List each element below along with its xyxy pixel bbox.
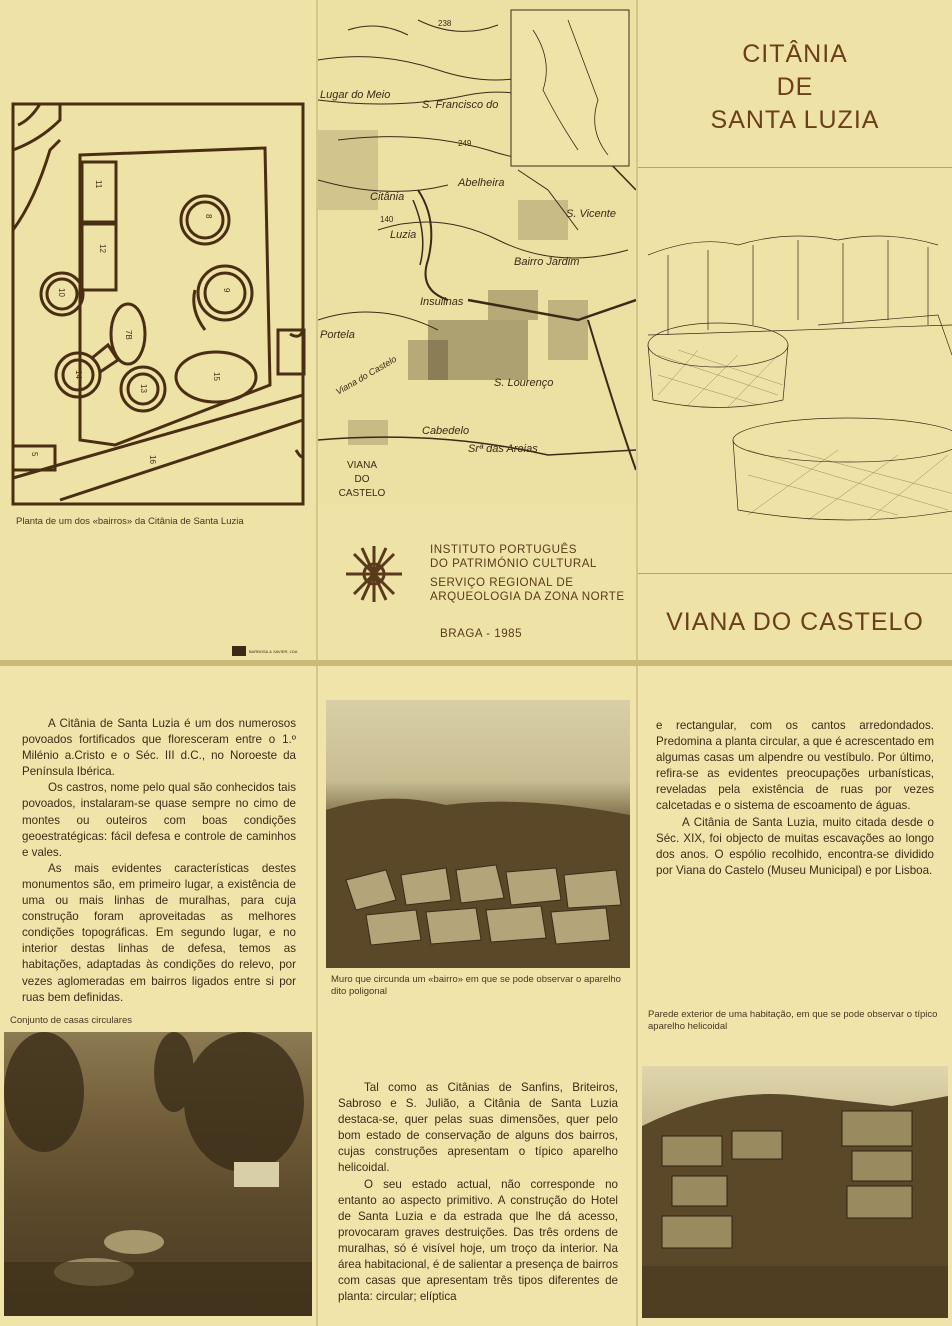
printer-logo-text: BARBOSA & XAVIER, LDA xyxy=(249,648,298,654)
cover-bottom-title: VIANA DO CASTELO xyxy=(666,608,924,636)
paragraph: e rectangular, com os cantos arredondados. Predomina a planta circular, a que é acrescentado em algumas casas um alpendre ou vestíbulo. Por último, refira-se as evidentes preocupações urbanísticas, reveladas pela existência de ruas por vezes calcetadas e o sistema de escoamento de águas. xyxy=(656,719,934,813)
map-place: Abelheira xyxy=(458,177,505,189)
institution-line: SERVIÇO REGIONAL DE xyxy=(430,576,574,589)
map-elevation: 238 xyxy=(438,19,452,28)
map-place: Viana do Castelo xyxy=(334,353,399,397)
map-city-label: DO xyxy=(354,474,370,485)
map-place: S. Francisco do xyxy=(422,99,499,111)
institution-logo xyxy=(344,544,404,604)
map-city-label: CASTELO xyxy=(338,488,386,499)
cover-divider xyxy=(638,167,952,168)
photo-caption: Conjunto de casas circulares xyxy=(10,1015,132,1026)
plan-label: 5 xyxy=(30,452,39,457)
printer-logo-icon xyxy=(232,646,246,656)
cover-title-line: SANTA LUZIA xyxy=(710,106,880,134)
brochure-outer-side xyxy=(0,0,952,660)
ruins-illustration xyxy=(638,215,952,535)
paragraph: O seu estado actual, não corresponde no entanto ao aspecto primitivo. A construção do Hotel de Santa Luzia e da estrada que lhe dá acesso, provocaram graves destruições. Das três ordens de muralhas, só é visível hoje, um troço da interior. Na área habitacional, é de salientar a presença de bairros com casas que apresentam três tipos diferentes de planta: circular; elíptica xyxy=(338,1177,618,1304)
cover-divider xyxy=(638,573,952,574)
institution-line: INSTITUTO PORTUGUÊS xyxy=(430,543,577,556)
site-plan-caption: Planta de um dos «bairros» da Citânia de Santa Luzia xyxy=(16,516,244,527)
institution-line: DO PATRIMÓNIO CULTURAL xyxy=(430,556,597,570)
map-elevation: 140 xyxy=(380,215,394,224)
map-place: Insulinas xyxy=(420,296,464,308)
photo-circular-houses xyxy=(4,1032,312,1316)
cover-title-line: CITÂNIA xyxy=(742,40,848,68)
cover-panel xyxy=(638,0,952,660)
printer-logo xyxy=(232,646,309,656)
photo-caption: Parede exterior de uma habitação, em que se pode observar o típico aparelho helicoidal xyxy=(648,1009,938,1032)
site-plan-panel xyxy=(0,0,316,660)
location-map-panel xyxy=(318,0,636,660)
plan-label: 11 xyxy=(94,180,103,189)
paragraph: Tal como as Citânias de Sanfins, Briteiros, Sabroso e S. Julião, a Citânia de Santa Luzia destaca-se, quer pelas suas dimensões, quer pelo bom estado de conservação de alguns dos bairros, cujas construções apresentam o típico aparelho helicoidal. xyxy=(338,1081,618,1175)
photo-polygonal-wall xyxy=(326,700,630,968)
map-place: S. Vicente xyxy=(566,208,616,220)
plan-label: 9 xyxy=(222,288,231,293)
right-text xyxy=(656,718,934,879)
plan-label: 8 xyxy=(204,214,213,219)
map-place: S. Lourenço xyxy=(494,377,554,389)
map-place: Bairro Jardim xyxy=(514,256,580,268)
cover-title-line: DE xyxy=(776,73,814,101)
paragraph: Os castros, nome pelo qual são conhecidos tais povoados, instalaram-se quase sempre no cimo de montes ou outeiros com boas condições geoestratégicas: fácil defesa e controle de caminhos e vales. xyxy=(22,781,296,859)
map-place: Citânia xyxy=(370,191,405,203)
photo-helicoidal-wall xyxy=(642,1066,948,1318)
map-place: Portela xyxy=(320,329,355,341)
intro-text xyxy=(22,716,296,1006)
paragraph: As mais evidentes características destes monumentos são, em primeiro lugar, a existência de uma ou mais linhas de muralhas, para cuja construção foram aproveitadas as melhores condições topográficas. Em segundo lugar, e no interior destas linhas de defesa, temos as habitações, adaptadas às condições do relevo, por vezes aglomeradas em bairros ligados entre si por ruas bem definidas. xyxy=(22,861,296,1004)
fold-line xyxy=(316,666,318,1326)
location-map xyxy=(318,0,636,505)
photo-caption: Muro que circunda um «bairro» em que se pode observar o aparelho dito poligonal xyxy=(331,974,621,997)
plan-label: 14 xyxy=(74,370,83,379)
cover-title xyxy=(638,38,952,137)
paragraph: A Citânia de Santa Luzia é um dos numerosos povoados fortificados que floresceram entre o 1.º Milénio a.Cristo e o Séc. III d.C., no Noroeste da Península Ibérica. xyxy=(22,717,296,779)
map-place: Srª das Areias xyxy=(468,443,538,455)
site-plan-drawing xyxy=(0,0,316,520)
plan-label: 13 xyxy=(139,384,148,393)
brochure-inner-side xyxy=(0,666,952,1326)
photo-helicoidal-wall-image xyxy=(642,1066,948,1318)
map-place: Luzia xyxy=(390,229,417,241)
photo-circular-houses-image xyxy=(4,1032,312,1316)
map-place: Lugar do Meio xyxy=(320,89,391,101)
fold-line xyxy=(636,666,638,1326)
plan-label: 15 xyxy=(212,372,221,381)
map-place: Cabedelo xyxy=(422,425,470,437)
map-elevation: 249 xyxy=(458,139,472,148)
photo-polygonal-wall-image xyxy=(326,700,630,968)
plan-label: 7B xyxy=(124,330,133,340)
institution-line: ARQUEOLOGIA DA ZONA NORTE xyxy=(430,589,625,603)
map-city-label: VIANA xyxy=(346,460,378,471)
plan-label: 12 xyxy=(98,244,107,253)
place-year: BRAGA - 1985 xyxy=(440,627,523,640)
institution-name xyxy=(430,543,625,603)
plan-label: 10 xyxy=(57,288,66,297)
plan-label: 16 xyxy=(148,455,157,464)
paragraph: A Citânia de Santa Luzia, muito citada desde o Séc. XIX, foi objecto de muitas escavações ao longo dos anos. O espólio recolhido, encontra-se dividido por Viana do Castelo (Museu Municipal) e por Lisboa. xyxy=(656,815,934,877)
middle-text xyxy=(338,1080,618,1305)
